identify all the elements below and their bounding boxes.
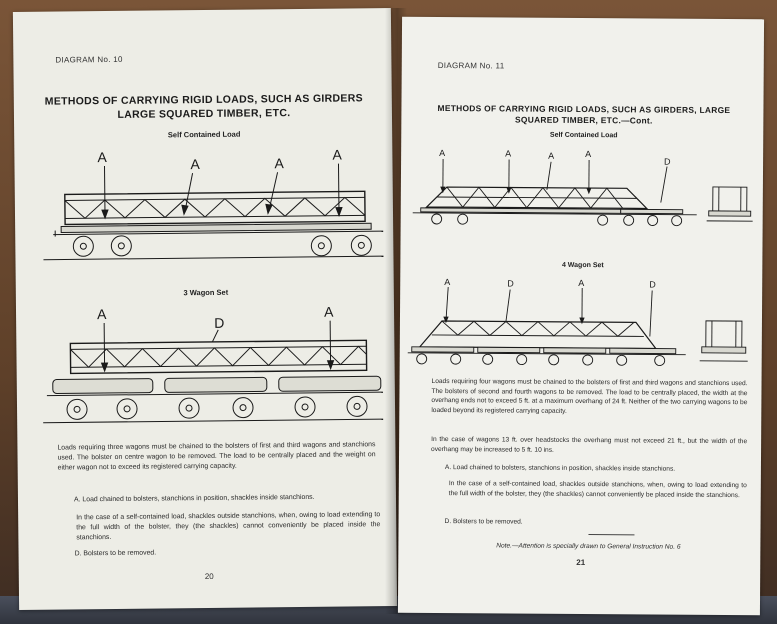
item-a-note: In the case of a self-contained load, shackles outside stanchions, when, owing to load extending to the full width of the bolster, they (the shackles) cannot conveniently be placed inside the stanchions. — [448, 480, 747, 499]
label-a-left: A — [96, 306, 107, 323]
label-a-1: A — [444, 277, 451, 288]
divider — [588, 534, 634, 535]
paragraph-three-wagons: Loads requiring three wagons must be chained to the bolsters of first and third wagons and stanchions used. The bolster on centre wagon to be removed. The load to be centrally placed and the weight on either wagon not to exceed its registered carrying capacity. — [57, 441, 376, 472]
item-d: D. Bolsters to be removed. — [444, 518, 523, 526]
figure-caption-4-wagon: 4 Wagon Set — [561, 261, 604, 270]
item-a: A. Load chained to bolsters, stanchions in position, shackles inside stanchions. — [73, 493, 315, 504]
page-title-line1: METHODS OF CARRYING RIGID LOADS, SUCH AS GIRDERS, LARGE — [437, 102, 731, 116]
label-a-1: A — [97, 149, 107, 166]
right-page — [398, 17, 764, 616]
label-a-4: A — [332, 146, 342, 163]
item-a-note: In the case of a self-contained load, shackles outside stanchions, when, owing to load extending to the full width of the bolster, they (the shackles) cannot conveniently be placed inside the stanchions. — [76, 511, 381, 542]
paragraph-four-wagons: Loads requiring four wagons must be chained to the bolsters of first and third wagons and stanchions used. The bolsters of second and fourth wagons to be removed. The load to be centrally placed, the width at the overhang ends not to exceed 5 ft. at a maximum overhang of 24 ft. Neither of the two carrying wagons to be loaded beyond its registered carrying capacity. — [431, 377, 748, 415]
label-a-2: A — [578, 277, 585, 289]
three-wagon-set-diagram — [42, 298, 383, 432]
label-a-2: A — [505, 148, 512, 159]
label-d-2: D — [649, 279, 656, 290]
page-title-line2: LARGE SQUARED TIMBER, ETC. — [117, 107, 291, 121]
label-d-centre: D — [214, 314, 225, 331]
self-contained-load-diagram — [42, 143, 383, 262]
four-wagon-set-diagram — [406, 275, 757, 367]
note: Note.—Attention is specially drawn to General Instruction No. 6 — [496, 542, 681, 551]
paragraph-overhang: In the case of wagons 13 ft. over headstocks the overhang must not exceed 21 ft., but the width of the overhang may be increased to 5 ft. 10 ins. — [431, 435, 748, 454]
label-a-4: A — [585, 149, 592, 160]
label-a-3: A — [274, 155, 284, 172]
label-a-2: A — [190, 156, 200, 173]
page-number: 20 — [204, 571, 214, 582]
label-d: D — [664, 156, 671, 167]
label-d-1: D — [507, 278, 514, 289]
figure-caption-self-contained: Self Contained Load — [549, 131, 618, 140]
label-a-right: A — [323, 303, 334, 320]
self-contained-load-diagram-right — [407, 145, 758, 227]
label-a-3: A — [548, 150, 555, 161]
page-title-line2: SQUARED TIMBER, ETC.—Cont. — [515, 114, 653, 126]
page-number: 21 — [576, 557, 586, 568]
figure-caption-self-contained: Self Contained Load — [167, 129, 241, 140]
figure-caption-3-wagon: 3 Wagon Set — [183, 287, 229, 298]
page-title-line1: METHODS OF CARRYING RIGID LOADS, SUCH AS GIRDERS — [44, 92, 363, 108]
label-a-1: A — [439, 148, 446, 159]
diagram-number: DIAGRAM No. 10 — [55, 54, 123, 65]
item-d: D. Bolsters to be removed. — [74, 549, 157, 558]
left-page — [13, 8, 397, 610]
diagram-number: DIAGRAM No. 11 — [437, 60, 505, 71]
item-a: A. Load chained to bolsters, stanchions in position, shackles inside stanchions. — [444, 464, 676, 473]
